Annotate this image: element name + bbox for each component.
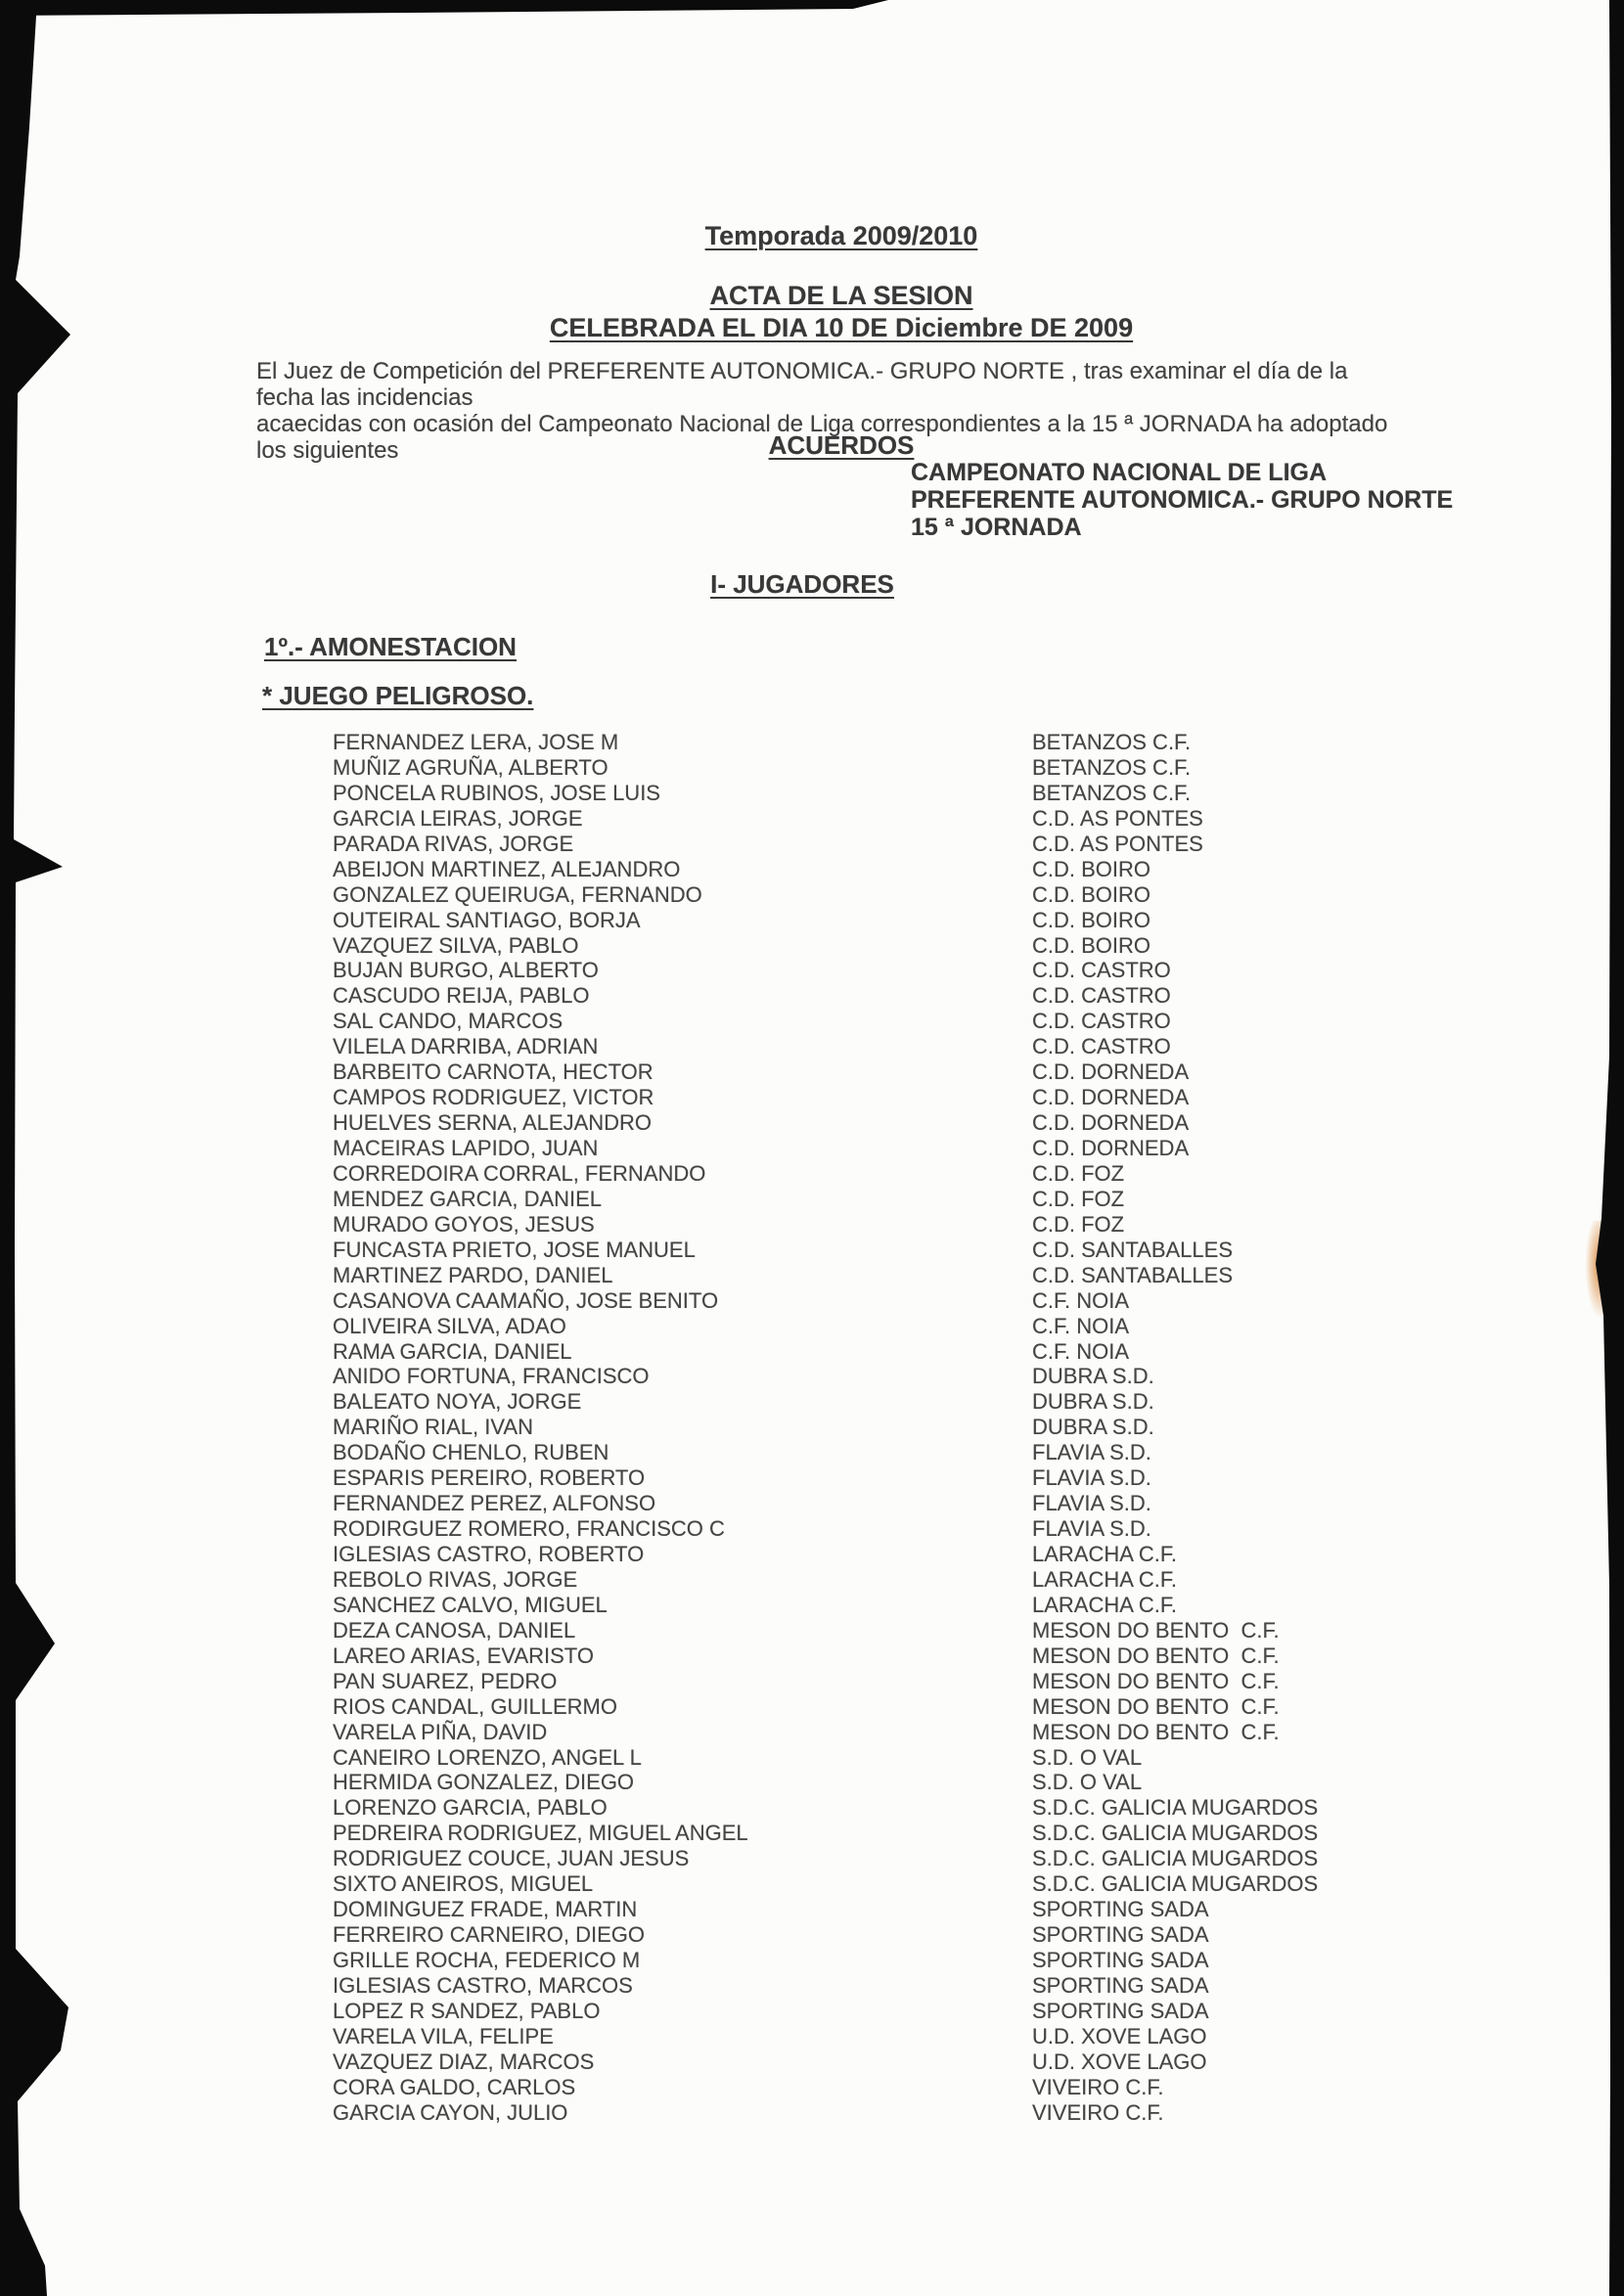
sanction-row [333,1263,1487,1288]
player-name: RODIRGUEZ ROMERO, FRANCISCO C [333,1516,725,1542]
club-name: C.D. CASTRO [1032,1034,1171,1059]
player-name: HUELVES SERNA, ALEJANDRO [333,1110,653,1136]
club-name: S.D.C. GALICIA MUGARDOS [1032,1871,1319,1897]
club-name: U.D. XOVE LAGO [1032,2023,1207,2048]
sanction-row [333,1516,1487,1542]
player-name: CAMPOS RODRIGUEZ, VICTOR [333,1085,654,1110]
player-name: OLIVEIRA SILVA, ADAO [333,1313,566,1338]
sanction-row [333,1085,1487,1110]
club-name: LARACHA C.F. [1032,1566,1177,1592]
club-name: DUBRA S.D. [1032,1415,1154,1440]
club-name: S.D.C. GALICIA MUGARDOS [1032,1846,1319,1871]
club-name: C.D. AS PONTES [1032,831,1203,856]
club-name: U.D. XOVE LAGO [1032,2048,1207,2074]
session-title [254,280,1428,344]
sanction-row [333,1745,1487,1771]
sanction-row [333,1618,1487,1643]
player-name: DEZA CANOSA, DANIEL [333,1617,576,1643]
club-name: C.D. BOIRO [1032,907,1151,932]
sanction-row [333,1948,1487,1973]
sanction-row [333,1922,1487,1948]
sanction-row [333,1364,1487,1389]
club-name: C.F. NOIA [1032,1287,1130,1313]
club-name: MESON DO BENTO C.F. [1032,1617,1280,1643]
club-name: FLAVIA S.D. [1032,1516,1151,1542]
offense-heading: * JUEGO PELIGROSO. [262,681,534,710]
club-name: C.D. FOZ [1032,1186,1125,1211]
sanction-row [333,1161,1487,1187]
player-name: CASANOVA CAAMAÑO, JOSE BENITO [333,1287,719,1313]
club-name: MESON DO BENTO C.F. [1032,1668,1280,1693]
player-name: FERNANDEZ LERA, JOSE M [333,730,619,754]
club-name: C.D. DORNEDA [1032,1059,1190,1085]
club-name: DUBRA S.D. [1032,1364,1154,1389]
sanction-row [333,1795,1487,1821]
intro-line2: acaecidas con ocasión del Campeonato Nacional de Liga correspondientes a la 15 ª JORNADA ha adoptado los siguientes [256,411,1388,464]
sanction-row [333,1720,1487,1745]
player-name: RIOS CANDAL, GUILLERMO [333,1693,617,1719]
player-name: SIXTO ANEIROS, MIGUEL [333,1871,594,1897]
player-name: ANIDO FORTUNA, FRANCISCO [333,1364,650,1389]
club-name: C.D. BOIRO [1032,932,1151,958]
sanction-row [333,1389,1487,1415]
player-name: RAMA GARCIA, DANIEL [333,1338,572,1364]
player-name: PAN SUAREZ, PEDRO [333,1668,558,1693]
player-name: FUNCASTA PRIETO, JOSE MANUEL [333,1237,696,1262]
player-name: CANEIRO LORENZO, ANGEL L [333,1744,642,1770]
player-name: ESPARIS PEREIRO, ROBERTO [333,1465,646,1491]
player-name: CASCUDO REIJA, PABLO [333,983,590,1009]
sanction-row [333,730,1487,755]
club-name: VIVEIRO C.F. [1032,2074,1164,2099]
club-name: C.D. BOIRO [1032,856,1151,881]
sanction-row [333,1491,1487,1516]
player-name: MARTINEZ PARDO, DANIEL [333,1262,613,1287]
sanction-row [333,1059,1487,1085]
sanction-row [333,1034,1487,1059]
sanction-row [333,933,1487,959]
sanction-row [333,958,1487,983]
sanction-row [333,857,1487,882]
player-name: PONCELA RUBINOS, JOSE LUIS [333,780,660,805]
player-name: BUJAN BURGO, ALBERTO [333,958,599,983]
scan-glint-artifact [1585,1221,1610,1319]
sanction-row [333,2100,1487,2126]
sanction-row [333,1238,1487,1263]
player-name: IGLESIAS CASTRO, MARCOS [333,1972,633,1998]
sanction-row [333,1465,1487,1491]
player-name: CORREDOIRA CORRAL, FERNANDO [333,1160,706,1186]
sanction-row [333,1593,1487,1618]
player-name: SAL CANDO, MARCOS [333,1009,564,1034]
players-section-heading: I- JUGADORES [710,569,894,599]
competition-line1: CAMPEONATO NACIONAL DE LIGA [911,459,1328,486]
player-name: BODAÑO CHENLO, RUBEN [333,1440,609,1465]
session-title-line1: ACTA DE LA SESION [709,281,973,310]
sanction-row [333,781,1487,806]
player-name: SANCHEZ CALVO, MIGUEL [333,1592,608,1617]
sanction-row [333,1694,1487,1720]
competition-block [911,459,1453,541]
player-name: GRILLE ROCHA, FEDERICO M [333,1948,641,1972]
club-name: C.F. NOIA [1032,1338,1130,1364]
player-name: MACEIRAS LAPIDO, JUAN [333,1136,599,1160]
sanction-row [333,1415,1487,1440]
club-name: S.D.C. GALICIA MUGARDOS [1032,1795,1319,1821]
sanction-row [333,1187,1487,1212]
club-name: C.D. AS PONTES [1032,805,1203,831]
club-name: C.D. DORNEDA [1032,1136,1190,1160]
player-name: VAZQUEZ DIAZ, MARCOS [333,2048,595,2074]
sanction-row [333,1770,1487,1795]
sanction-row [333,1110,1487,1136]
sanction-row [333,1136,1487,1161]
sanction-row [333,832,1487,857]
sanction-row [333,1440,1487,1465]
player-name: GARCIA LEIRAS, JORGE [333,805,583,831]
club-name: FLAVIA S.D. [1032,1491,1151,1516]
player-name: MUÑIZ AGRUÑA, ALBERTO [333,754,609,780]
club-name: C.D. DORNEDA [1032,1085,1190,1110]
player-name: VARELA PIÑA, DAVID [333,1719,548,1744]
sanction-row [333,1999,1487,2024]
sanction-row [333,1542,1487,1567]
player-name: DOMINGUEZ FRADE, MARTIN [333,1897,638,1922]
sanction-type-heading: 1º.- AMONESTACION [264,632,517,661]
sanction-row [333,755,1487,781]
sanction-row [333,1897,1487,1922]
club-name: S.D. O VAL [1032,1744,1143,1770]
club-name: C.D. DORNEDA [1032,1110,1190,1136]
club-name: BETANZOS C.F. [1032,780,1192,805]
club-name: SPORTING SADA [1032,1998,1209,2023]
club-name: C.D. FOZ [1032,1160,1125,1186]
acuerdos-heading: ACUERDOS [768,430,915,460]
club-name: S.D.C. GALICIA MUGARDOS [1032,1821,1319,1846]
club-name: SPORTING SADA [1032,1922,1209,1948]
sanction-row [333,1846,1487,1871]
club-name: FLAVIA S.D. [1032,1465,1151,1491]
sanction-row [333,2049,1487,2075]
competition-line3: 15 ª JORNADA [911,514,1082,541]
player-name: MARIÑO RIAL, IVAN [333,1415,533,1440]
player-name: OUTEIRAL SANTIAGO, BORJA [333,907,641,932]
player-name: VILELA DARRIBA, ADRIAN [333,1034,599,1059]
player-name: MURADO GOYOS, JESUS [333,1211,595,1237]
club-name: LARACHA C.F. [1032,1542,1177,1566]
club-name: C.D. CASTRO [1032,958,1171,983]
player-name: VARELA VILA, FELIPE [333,2023,554,2048]
sanction-row [333,806,1487,832]
club-name: SPORTING SADA [1032,1972,1209,1998]
sanction-row [333,1567,1487,1593]
scan-artifact-top [0,0,888,16]
club-name: DUBRA S.D. [1032,1389,1154,1415]
club-name: C.F. NOIA [1032,1313,1130,1338]
player-name: FERNANDEZ PEREZ, ALFONSO [333,1491,656,1516]
club-name: C.D. BOIRO [1032,881,1151,907]
club-name: BETANZOS C.F. [1032,730,1192,754]
club-name: C.D. CASTRO [1032,983,1171,1009]
sanction-row [333,1643,1487,1669]
club-name: MESON DO BENTO C.F. [1032,1643,1280,1668]
player-name: RODRIGUEZ COUCE, JUAN JESUS [333,1846,690,1871]
player-name: CORA GALDO, CARLOS [333,2074,576,2099]
player-name: BARBEITO CARNOTA, HECTOR [333,1059,654,1085]
club-name: C.D. SANTABALLES [1032,1237,1233,1262]
club-name: C.D. SANTABALLES [1032,1262,1233,1287]
player-name: IGLESIAS CASTRO, ROBERTO [333,1542,645,1566]
club-name: SPORTING SADA [1032,1897,1209,1922]
competition-line2: PREFERENTE AUTONOMICA.- GRUPO NORTE [911,486,1454,514]
club-name: VIVEIRO C.F. [1032,2099,1164,2125]
sanction-row [333,1339,1487,1365]
sanction-row [333,1871,1487,1897]
player-name: MENDEZ GARCIA, DANIEL [333,1186,603,1211]
sanction-row [333,1009,1487,1034]
player-name: ABEIJON MARTINEZ, ALEJANDRO [333,856,681,881]
club-name: MESON DO BENTO C.F. [1032,1719,1280,1744]
sanction-row [333,2024,1487,2049]
player-name: BALEATO NOYA, JORGE [333,1389,582,1415]
player-name: REBOLO RIVAS, JORGE [333,1566,578,1592]
sanction-row [333,882,1487,908]
club-name: C.D. CASTRO [1032,1009,1171,1034]
season-title: Temporada 2009/2010 [704,221,978,250]
sanction-row [333,983,1487,1009]
intro-line1: El Juez de Competición del PREFERENTE AUTONOMICA.- GRUPO NORTE , tras examinar el día de la fecha las incidencias [256,358,1348,411]
player-name: VAZQUEZ SILVA, PABLO [333,932,579,958]
club-name: LARACHA C.F. [1032,1592,1177,1617]
club-name: C.D. FOZ [1032,1211,1125,1237]
sanctions-list [333,730,1487,2126]
player-name: HERMIDA GONZALEZ, DIEGO [333,1770,635,1795]
session-title-line2: CELEBRADA EL DIA 10 DE Diciembre DE 2009 [549,313,1134,342]
sanction-row [333,1821,1487,1846]
sanction-row [333,1973,1487,1999]
club-name: SPORTING SADA [1032,1948,1209,1972]
club-name: FLAVIA S.D. [1032,1440,1151,1465]
sanction-row [333,908,1487,933]
sanction-row [333,1288,1487,1314]
sanction-row [333,1314,1487,1339]
player-name: PARADA RIVAS, JORGE [333,831,574,856]
player-name: FERREIRO CARNEIRO, DIEGO [333,1922,646,1948]
player-name: LAREO ARIAS, EVARISTO [333,1643,594,1668]
player-name: GONZALEZ QUEIRUGA, FERNANDO [333,881,702,907]
player-name: PEDREIRA RODRIGUEZ, MIGUEL ANGEL [333,1821,748,1846]
player-name: LORENZO GARCIA, PABLO [333,1795,608,1821]
club-name: S.D. O VAL [1032,1770,1143,1795]
sanction-row [333,1669,1487,1694]
player-name: GARCIA CAYON, JULIO [333,2099,568,2125]
player-name: LOPEZ R SANDEZ, PABLO [333,1998,601,2023]
scan-artifact-right [1596,0,1624,2296]
sanction-row [333,1212,1487,1238]
scan-artifact-left [0,0,70,2296]
sanction-row [333,2075,1487,2100]
club-name: BETANZOS C.F. [1032,754,1192,780]
club-name: MESON DO BENTO C.F. [1032,1693,1280,1719]
